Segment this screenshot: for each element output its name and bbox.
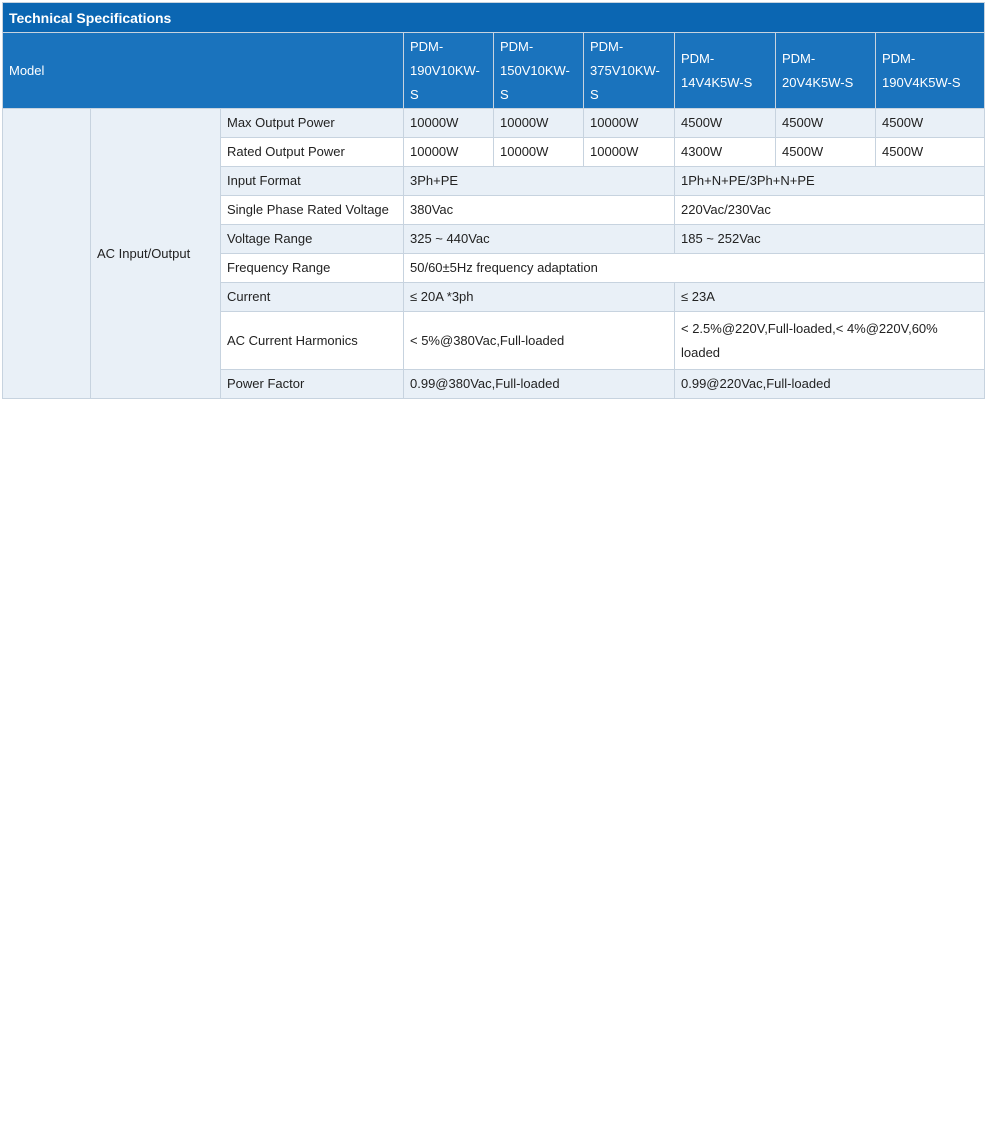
value-cell: < 2.5%@220V,Full-loaded,< 4%@220V,60% loaded (675, 312, 985, 370)
param-label: Frequency Range (221, 254, 404, 283)
param-label: Rated Output Power (221, 138, 404, 167)
model-name: PDM-190V10KW-S (404, 33, 494, 109)
value-cell: 10000W (584, 138, 675, 167)
value-cell: 10000W (584, 109, 675, 138)
value-cell: 380Vac (404, 196, 675, 225)
value-cell: 4500W (776, 109, 876, 138)
param-label: Current (221, 283, 404, 312)
param-label: Power Factor (221, 370, 404, 399)
value-cell: 10000W (494, 138, 584, 167)
param-label: Input Format (221, 167, 404, 196)
value-cell: 50/60±5Hz frequency adaptation (404, 254, 985, 283)
value-cell: 10000W (404, 138, 494, 167)
value-cell: 185 ~ 252Vac (675, 225, 985, 254)
param-label: Voltage Range (221, 225, 404, 254)
value-cell: 4500W (876, 109, 985, 138)
value-cell: 4500W (876, 138, 985, 167)
value-cell: 4500W (675, 109, 776, 138)
value-cell: ≤ 20A *3ph (404, 283, 675, 312)
category-cell (3, 109, 91, 399)
value-cell: 325 ~ 440Vac (404, 225, 675, 254)
value-cell: 10000W (494, 109, 584, 138)
value-cell: 220Vac/230Vac (675, 196, 985, 225)
model-name: PDM-150V10KW-S (494, 33, 584, 109)
value-cell: 4500W (776, 138, 876, 167)
table-title: Technical Specifications (3, 3, 985, 33)
value-cell: 3Ph+PE (404, 167, 675, 196)
model-name: PDM-14V4K5W-S (675, 33, 776, 109)
table-row (3, 109, 985, 138)
param-label: AC Current Harmonics (221, 312, 404, 370)
value-cell: 0.99@380Vac,Full-loaded (404, 370, 675, 399)
value-cell: 4300W (675, 138, 776, 167)
technical-specifications-table (2, 2, 985, 399)
value-cell: 1Ph+N+PE/3Ph+N+PE (675, 167, 985, 196)
value-cell: < 5%@380Vac,Full-loaded (404, 312, 675, 370)
model-name: PDM-190V4K5W-S (876, 33, 985, 109)
param-label: Max Output Power (221, 109, 404, 138)
model-name: PDM-20V4K5W-S (776, 33, 876, 109)
category-ac-input-output: AC Input/Output (91, 109, 221, 399)
param-label: Single Phase Rated Voltage (221, 196, 404, 225)
model-name: PDM-375V10KW-S (584, 33, 675, 109)
value-cell: 0.99@220Vac,Full-loaded (675, 370, 985, 399)
model-label: Model (3, 33, 404, 109)
value-cell: 10000W (404, 109, 494, 138)
value-cell: ≤ 23A (675, 283, 985, 312)
